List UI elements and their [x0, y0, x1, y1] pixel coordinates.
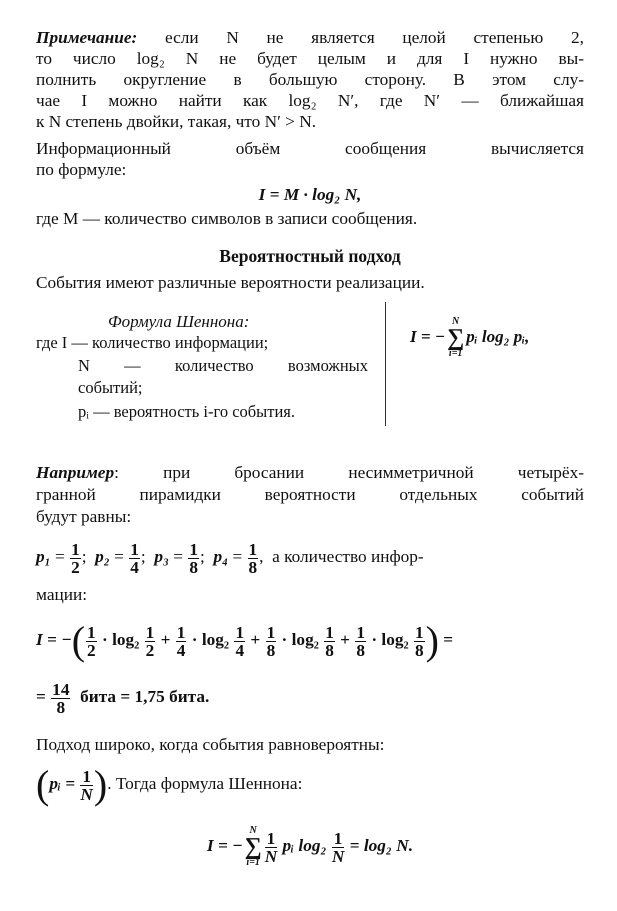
calc-lhs: I = − [36, 630, 72, 649]
calc-eq: = [443, 630, 454, 649]
example-line-3: будут равны: [36, 507, 132, 526]
example-lead: Например [36, 463, 115, 482]
example-line-2: гранной пирамидки вероятности отдельных событий [36, 485, 584, 504]
example-line-4: мации: [36, 585, 88, 604]
final-lhs: I = − [206, 836, 243, 855]
shannon-title: Формула Шеннона: [108, 312, 250, 331]
result-text: бита = 1,75 бита. [80, 687, 210, 706]
p4-frac: $\frac{1}{8}$ [248, 539, 258, 577]
probabilities-row: p₁ = $\frac{1}{2}$ ; p₂ = $\frac{1}{4}$ ; p₃ = $\frac{1}{8}$ ; p₄ = $\frac{1}{8}$ , а количество инфор- [36, 539, 424, 577]
shannon-def-4: pᵢ — вероятность i-го события. [78, 402, 295, 421]
shannon-formula [410, 317, 590, 359]
note-text-1: если N не является целой степенью 2, [137, 28, 584, 47]
p3-frac: $\frac{1}{8}$ [189, 539, 199, 577]
result-frac: $\frac{14}{8}$ [52, 679, 70, 717]
shannon-def-3: событий; [78, 378, 143, 397]
volume-formula: I = M · log₂ N, [258, 185, 362, 204]
shannon-lhs: I = − [410, 326, 446, 346]
note-line-5: к N степень двойки, такая, что N′ > N. [36, 112, 317, 131]
p4-name: p₄ [213, 547, 229, 566]
equal-row: (pᵢ = $\frac{1}{N}$ ). Тогда формула Шеннона: [36, 762, 303, 808]
shannon-def-2: N — количество возможных [78, 356, 368, 375]
equal-text-2: . Тогда формула Шеннона: [107, 774, 303, 793]
final-rhs: = log₂ N. [349, 836, 414, 855]
calculation-row: I = −( $\frac{1}{2}$ · log₂ $\frac{1}{2}$ + $\frac{1}{4}$ · log₂ $\frac{1}{4}$ + $\frac{1}{8}$ · log₂ $\frac{1}{8}$ + $\frac{1}{8}$ · log₂ $\frac{1}{8}$ ) = [36, 618, 454, 664]
p3-name: p₃ [154, 547, 169, 566]
p1-frac: $\frac{1}{2}$ [71, 539, 80, 577]
final-formula: I = − N ∑ i=1 $\frac{1}{N}$ pᵢ log₂ $\frac{1}{N}$ = log₂ N. [206, 825, 414, 869]
note-line-2: то число log₂ N не будет целым и для I нужно вы- [36, 49, 584, 68]
shannon-divider [385, 302, 386, 426]
p1-name: p₁ [36, 547, 51, 566]
p2-name: p₂ [95, 547, 110, 566]
volume-line-3: где M — количество символов в записи сообщения. [36, 209, 418, 228]
p2-frac: $\frac{1}{4}$ [130, 539, 139, 577]
probabilistic-intro: События имеют различные вероятности реализации. [36, 273, 425, 292]
after-probabilities: а количество инфор- [272, 547, 424, 566]
note-line-3: полнить округление в большую сторону. В этом слу- [36, 70, 584, 89]
note-line-1 [36, 27, 584, 48]
example-text-1: : при бросании несимметричной четырёх- [114, 463, 584, 482]
example-line-1 [36, 462, 584, 483]
section-heading: Вероятностный подход [219, 246, 401, 266]
sum-bottom: i=1 [448, 348, 463, 359]
pi-frac: $\frac{1}{N}$ [80, 766, 93, 804]
sum-top: N [452, 316, 460, 327]
final-sum: N ∑ i=1 [244, 825, 262, 869]
result-row: = $\frac{14}{8}$ бита = 1,75 бита. [36, 679, 210, 717]
pi-name: pᵢ = [49, 774, 76, 793]
volume-line-2: по формуле: [36, 160, 127, 179]
note-lead: Примечание: [36, 28, 138, 47]
sum-sign: N ∑ i=1 [447, 316, 465, 359]
final-mid: pᵢ log₂ [282, 836, 327, 855]
equal-line-1: Подход широко, когда события равновероятны: [36, 735, 385, 754]
shannon-rhs: pᵢ log₂ pᵢ, [466, 326, 530, 346]
note-line-4: чае I можно найти как log₂ N′, где N′ — ближайшая [36, 91, 584, 110]
shannon-def-1: где I — количество информации; [36, 333, 269, 352]
volume-line-1: Информационный объём сообщения вычисляется [36, 139, 584, 158]
